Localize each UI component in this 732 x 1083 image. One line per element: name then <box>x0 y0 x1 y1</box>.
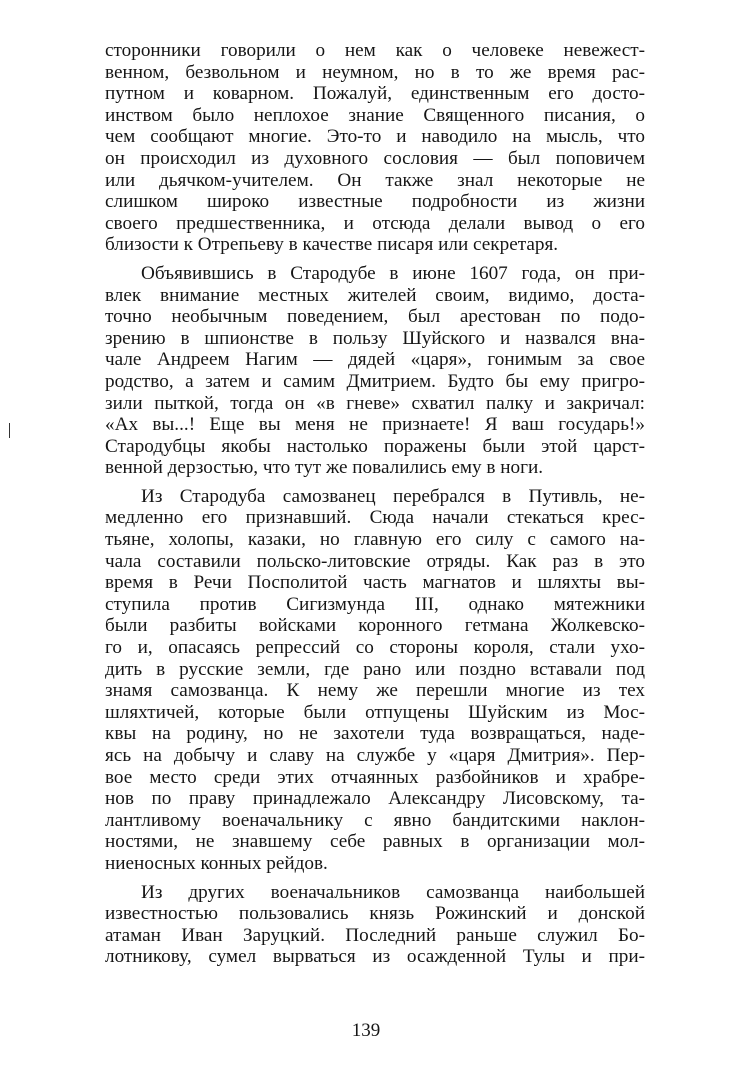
text-line: сторонники говорили о нем как о человеке невежест- <box>105 40 645 61</box>
text-line: слишком широко известные подробности из жизни <box>105 191 645 213</box>
text-line: знамя самозванца. К нему же перешли многие из тех <box>105 680 645 702</box>
text-line: чале Андреем Нагим — дядей «царя», гонимым за свое <box>105 349 645 371</box>
text-line: зили пыткой, тогда он «в гневе» схватил палку и закричал: <box>105 392 645 414</box>
text-line: Стародубцы якобы настолько поражены были этой царст- <box>105 435 645 457</box>
margin-mark <box>9 423 10 438</box>
text-line: тьяне, холопы, казаки, но главную его силу с самого на- <box>105 529 645 551</box>
text-line: ностями, не знавшему себе равных в организации мол- <box>105 831 645 853</box>
text-line: венной дерзостью, что тут же повалились ему в ноги. <box>105 457 544 479</box>
text-line: «Ах вы...! Еще вы меня не признаете! Я ваш государь!» <box>105 414 645 436</box>
paragraph-4 <box>105 882 645 968</box>
text-line: лантливому военачальнику с явно бандитскими наклон- <box>105 809 645 831</box>
text-line: были разбиты войсками коронного гетмана Жолкевско- <box>105 615 645 637</box>
text-line: чем сообщают многие. Это-то и наводило на мысль, что <box>105 126 645 148</box>
text-line: зрению в шпионстве в пользу Шуйского и назвался вна- <box>105 327 645 349</box>
text-line: ниеносных конных рейдов. <box>105 852 328 874</box>
text-line: время в Речи Посполитой часть магнатов и шляхты вы- <box>105 572 645 594</box>
text-line: медленно его признавший. Сюда начали стекаться крес- <box>105 507 645 529</box>
text-line: своего предшественника, и отсюда делали вывод о его <box>105 212 645 234</box>
text-line: ступила против Сигизмунда III, однако мятежники <box>105 593 645 615</box>
text-line: или дьячком-учителем. Он также знал некоторые не <box>105 169 645 191</box>
paragraph-2 <box>105 263 645 479</box>
text-line: чала составили польско-литовские отряды. Как раз в это <box>105 550 645 572</box>
text-line: венном, безвольном и неумном, но в то же время рас- <box>105 61 645 83</box>
text-line: нов по праву принадлежало Александру Лисовскому, та- <box>105 788 645 810</box>
text-line: родство, а затем и самим Дмитрием. Будто бы ему пригро- <box>105 370 645 392</box>
text-line: путном и коварном. Пожалуй, единственным его досто- <box>105 83 645 105</box>
text-line: инством было неплохое знание Священного писания, о <box>105 104 645 126</box>
text-line: близости к Отрепьеву в качестве писаря или секретаря. <box>105 234 559 256</box>
text-line: го и, опасаясь репрессий со стороны короля, стали ухо- <box>105 637 645 659</box>
text-line: Объявившись в Стародубе в июне 1607 года, он при- <box>141 262 645 284</box>
text-line: он происходил из духовного сословия — был поповичем <box>105 147 645 169</box>
page-text <box>105 40 645 968</box>
text-line: точно необычным поведением, был арестован по подо- <box>105 306 645 328</box>
text-line: шляхтичей, которые были отпущены Шуйским из Мос- <box>105 701 645 723</box>
text-line: влек внимание местных жителей своим, видимо, доста- <box>105 284 645 306</box>
page-number: 139 <box>351 1020 381 1041</box>
text-line: известностью пользовались князь Рожинский и донской <box>105 903 645 925</box>
text-line: вое место среди этих отчаянных разбойников и храбре- <box>105 766 645 788</box>
text-line: дить в русские земли, где рано или поздно вставали под <box>105 658 645 680</box>
text-line: Из Стародуба самозванец перебрался в Путивль, не- <box>141 485 645 507</box>
text-line: квы на родину, но не захотели туда возвращаться, наде- <box>105 723 645 745</box>
paragraph-1 <box>105 40 645 256</box>
paragraph-3 <box>105 486 645 875</box>
text-line: Из других военачальников самозванца наибольшей <box>141 881 645 903</box>
text-line: атаман Иван Заруцкий. Последний раньше служил Бо- <box>105 924 645 946</box>
text-line: лотникову, сумел вырваться из осажденной Тулы и при- <box>105 946 645 968</box>
text-line: ясь на добычу и славу на службе у «царя Дмитрия». Пер- <box>105 745 645 766</box>
